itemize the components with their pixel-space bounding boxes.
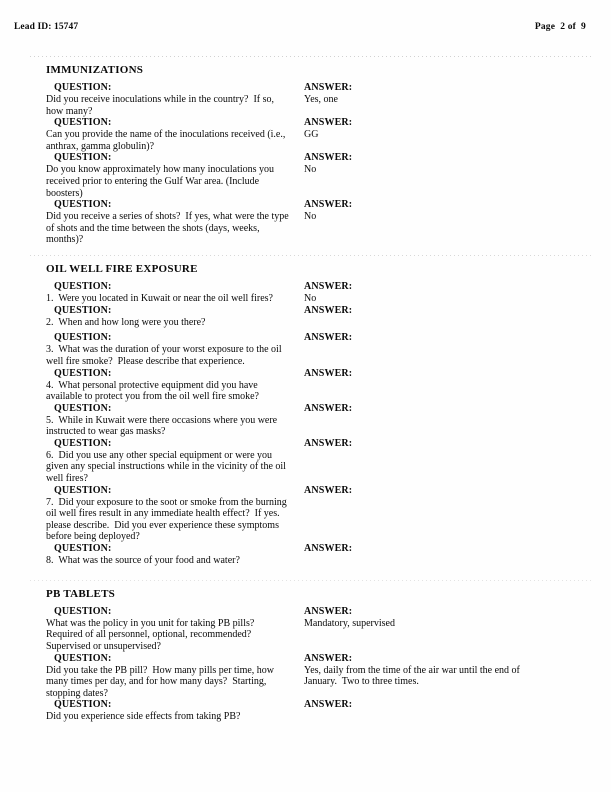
qa-text-row bbox=[46, 461, 576, 473]
qa-text-row bbox=[46, 508, 576, 520]
page-of: of bbox=[567, 22, 577, 32]
qa-text-row bbox=[46, 618, 576, 630]
qa-item bbox=[46, 543, 576, 567]
qa-label-row bbox=[46, 699, 576, 711]
section-divider bbox=[30, 580, 592, 581]
answer-label: ANSWER: bbox=[304, 652, 353, 664]
qa-label-row bbox=[46, 653, 576, 665]
qa-text-row bbox=[46, 106, 576, 118]
spacer bbox=[46, 723, 576, 727]
running-header bbox=[0, 22, 611, 38]
qa-item bbox=[46, 699, 576, 723]
question-label: QUESTION: bbox=[54, 281, 112, 293]
qa-section bbox=[46, 281, 576, 571]
section-spacer bbox=[46, 727, 576, 736]
qa-item bbox=[46, 653, 576, 700]
question-text: before being deployed? bbox=[46, 531, 140, 543]
question-text: 2. When and how long were you there? bbox=[46, 316, 206, 328]
qa-item bbox=[46, 368, 576, 403]
qa-label-row bbox=[46, 606, 576, 618]
answer-label: ANSWER: bbox=[304, 484, 353, 496]
qa-item bbox=[46, 606, 576, 653]
question-label: QUESTION: bbox=[54, 152, 112, 164]
answer-label: ANSWER: bbox=[304, 304, 353, 316]
question-text: Required of all personnel, optional, recommended? bbox=[46, 629, 252, 641]
qa-item bbox=[46, 199, 576, 246]
qa-label-row bbox=[46, 485, 576, 497]
question-label: QUESTION: bbox=[54, 199, 112, 211]
section-title: PB TABLETS bbox=[46, 587, 116, 600]
qa-item bbox=[46, 281, 576, 305]
qa-text-row bbox=[46, 415, 576, 427]
question-text: 1. Were you located in Kuwait or near the oil well fires? bbox=[46, 293, 273, 305]
answer-label: ANSWER: bbox=[304, 117, 353, 129]
question-text: boosters) bbox=[46, 187, 83, 199]
page-label: Page bbox=[534, 22, 556, 32]
question-text: Did you receive a series of shots? If yes, what were the type bbox=[46, 211, 289, 223]
answer-text: Yes, daily from the time of the air war until the end of bbox=[304, 664, 520, 676]
section-divider bbox=[30, 56, 592, 57]
question-label: QUESTION: bbox=[54, 82, 112, 94]
question-text: instructed to wear gas masks? bbox=[46, 426, 166, 438]
qa-text-row bbox=[46, 234, 576, 246]
question-text: how many? bbox=[46, 105, 93, 117]
page-number bbox=[535, 22, 586, 32]
question-text: 6. Did you use any other special equipment or were you bbox=[46, 449, 273, 461]
question-text: 3. What was the duration of your worst exposure to the oil bbox=[46, 344, 282, 356]
qa-text-row bbox=[46, 164, 576, 176]
qa-label-row bbox=[46, 543, 576, 555]
qa-item bbox=[46, 438, 576, 485]
qa-text-row bbox=[46, 223, 576, 235]
qa-text-row bbox=[46, 641, 576, 653]
question-text: oil well fires result in any immediate health effect? If yes. bbox=[46, 508, 280, 520]
qa-text-row bbox=[46, 450, 576, 462]
section-title: OIL WELL FIRE EXPOSURE bbox=[46, 263, 198, 276]
answer-label: ANSWER: bbox=[304, 605, 353, 617]
qa-text-row bbox=[46, 688, 576, 700]
answer-label: ANSWER: bbox=[304, 152, 353, 164]
qa-item bbox=[46, 152, 576, 199]
qa-label-row bbox=[46, 152, 576, 164]
qa-text-row bbox=[46, 211, 576, 223]
question-text: of shots and the time between the shots (days, weeks, bbox=[46, 222, 260, 234]
qa-label-row bbox=[46, 199, 576, 211]
answer-text: No bbox=[304, 211, 317, 223]
question-text: well fires? bbox=[46, 473, 88, 485]
question-text: 7. Did your exposure to the soot or smoke from the burning bbox=[46, 496, 287, 508]
answer-label: ANSWER: bbox=[304, 402, 353, 414]
question-label: QUESTION: bbox=[54, 332, 112, 344]
qa-section bbox=[46, 606, 576, 727]
qa-label-row bbox=[46, 332, 576, 344]
question-text: well fire smoke? Please describe that experience. bbox=[46, 355, 245, 367]
qa-text-row bbox=[46, 391, 576, 403]
question-text: available to protect you from the oil well fire smoke? bbox=[46, 391, 259, 403]
answer-label: ANSWER: bbox=[304, 437, 353, 449]
page-current: 2 bbox=[560, 22, 566, 32]
answer-label: ANSWER: bbox=[304, 367, 353, 379]
answer-text: No bbox=[304, 164, 317, 176]
answer-label: ANSWER: bbox=[304, 82, 353, 94]
qa-text-row bbox=[46, 555, 576, 567]
lead-id-label: Lead ID: bbox=[14, 22, 52, 32]
qa-label-row bbox=[46, 438, 576, 450]
question-text: months)? bbox=[46, 234, 84, 246]
page-total: 9 bbox=[581, 22, 586, 32]
spacer bbox=[46, 567, 576, 571]
question-text: Can you provide the name of the inoculations received (i.e., bbox=[46, 129, 286, 141]
question-label: QUESTION: bbox=[54, 117, 112, 129]
question-label: QUESTION: bbox=[54, 699, 112, 711]
qa-text-row bbox=[46, 176, 576, 188]
qa-text-row bbox=[46, 188, 576, 200]
qa-label-row bbox=[46, 82, 576, 94]
question-label: QUESTION: bbox=[54, 437, 112, 449]
question-text: 4. What personal protective equipment did you have bbox=[46, 379, 258, 391]
section-title: IMMUNIZATIONS bbox=[46, 64, 144, 76]
qa-section bbox=[46, 82, 576, 246]
qa-text-row bbox=[46, 94, 576, 106]
question-text: anthrax, gamma globulin)? bbox=[46, 140, 155, 152]
qa-label-row bbox=[46, 117, 576, 129]
question-label: QUESTION: bbox=[54, 605, 112, 617]
qa-text-row bbox=[46, 317, 576, 329]
question-text: Supervised or unsupervised? bbox=[46, 640, 161, 652]
answer-label: ANSWER: bbox=[304, 281, 353, 293]
answer-text: Mandatory, supervised bbox=[304, 617, 395, 629]
question-text: Did you receive inoculations while in the country? If so, bbox=[46, 94, 274, 106]
answer-label: ANSWER: bbox=[304, 699, 353, 711]
qa-text-row bbox=[46, 497, 576, 509]
answer-text: No bbox=[304, 293, 317, 305]
section-divider bbox=[30, 255, 592, 256]
answer-label: ANSWER: bbox=[304, 332, 353, 344]
question-text: please describe. Did you ever experience these symptoms bbox=[46, 519, 279, 531]
qa-item bbox=[46, 117, 576, 152]
qa-text-row bbox=[46, 711, 576, 723]
question-text: What was the policy in you unit for taking PB pills? bbox=[46, 617, 255, 629]
qa-text-row bbox=[46, 520, 576, 532]
question-text: Did you experience side effects from taking PB? bbox=[46, 711, 241, 723]
qa-item bbox=[46, 403, 576, 438]
question-text: stopping dates? bbox=[46, 687, 108, 699]
qa-text-row bbox=[46, 426, 576, 438]
qa-item bbox=[46, 485, 576, 543]
qa-text-row bbox=[46, 665, 576, 677]
answer-text: GG bbox=[304, 129, 319, 141]
question-text: Do you know approximately how many inoculations you bbox=[46, 164, 275, 176]
qa-text-row bbox=[46, 531, 576, 543]
qa-text-row bbox=[46, 676, 576, 688]
qa-text-row bbox=[46, 380, 576, 392]
question-label: QUESTION: bbox=[54, 484, 112, 496]
qa-label-row bbox=[46, 305, 576, 317]
qa-text-row bbox=[46, 356, 576, 368]
question-text: 8. What was the source of your food and water? bbox=[46, 555, 240, 567]
qa-text-row bbox=[46, 344, 576, 356]
question-label: QUESTION: bbox=[54, 304, 112, 316]
question-text: many times per day, and for how many days? Starting, bbox=[46, 676, 267, 688]
qa-label-row bbox=[46, 368, 576, 380]
answer-label: ANSWER: bbox=[304, 543, 353, 555]
document-body bbox=[46, 56, 576, 736]
qa-item bbox=[46, 82, 576, 117]
section-spacer bbox=[46, 571, 576, 580]
question-label: QUESTION: bbox=[54, 367, 112, 379]
qa-text-row bbox=[46, 473, 576, 485]
question-text: given any special instructions while in the vicinity of the oil bbox=[46, 461, 286, 473]
qa-text-row bbox=[46, 129, 576, 141]
lead-id-value: 15747 bbox=[53, 22, 79, 32]
qa-text-row bbox=[46, 141, 576, 153]
answer-text: January. Two to three times. bbox=[304, 676, 419, 688]
question-label: QUESTION: bbox=[54, 402, 112, 414]
qa-item bbox=[46, 332, 576, 367]
question-text: received prior to entering the Gulf War area. (Include bbox=[46, 176, 260, 188]
qa-label-row bbox=[46, 281, 576, 293]
qa-text-row bbox=[46, 293, 576, 305]
question-label: QUESTION: bbox=[54, 543, 112, 555]
question-label: QUESTION: bbox=[54, 652, 112, 664]
question-text: 5. While in Kuwait were there occasions where you were bbox=[46, 414, 278, 426]
lead-id bbox=[14, 22, 78, 32]
qa-text-row bbox=[46, 629, 576, 641]
qa-label-row bbox=[46, 403, 576, 415]
answer-label: ANSWER: bbox=[304, 199, 353, 211]
qa-item bbox=[46, 305, 576, 329]
section-spacer bbox=[46, 246, 576, 255]
question-text: Did you take the PB pill? How many pills per time, how bbox=[46, 664, 275, 676]
answer-text: Yes, one bbox=[304, 94, 338, 106]
